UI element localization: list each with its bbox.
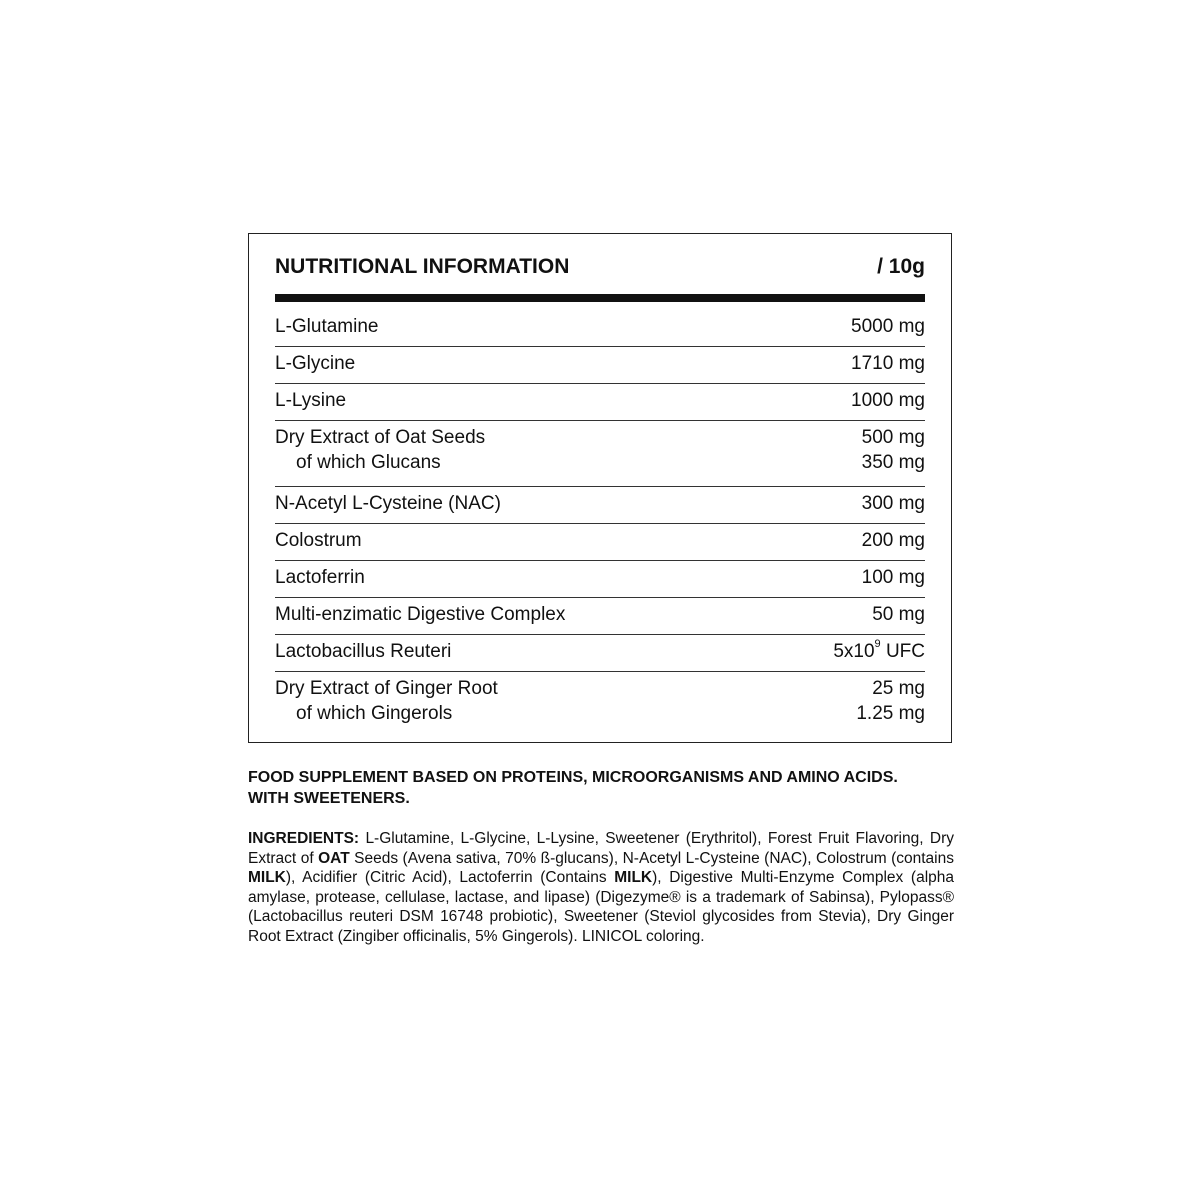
ingredients-text: ), Acidifier (Citric Acid), Lactoferrin (Contains bbox=[285, 869, 615, 887]
nutrient-amount: 50 mg bbox=[872, 603, 925, 625]
nutrient-amount: 100 mg bbox=[861, 566, 925, 588]
table-header bbox=[275, 252, 925, 282]
nutrient-name: N-Acetyl L-Cysteine (NAC) bbox=[275, 492, 501, 514]
table-row bbox=[275, 598, 925, 635]
nutrient-amount: 5000 mg bbox=[851, 315, 925, 337]
nutrient-sub-amount: 1.25 mg bbox=[856, 702, 925, 724]
statement-line-1: FOOD SUPPLEMENT BASED ON PROTEINS, MICROORGANISMS AND AMINO ACIDS. bbox=[248, 769, 898, 786]
table-row bbox=[275, 425, 925, 487]
nutrient-name: L-Glycine bbox=[275, 352, 356, 374]
table-row bbox=[275, 524, 925, 561]
nutrient-name: Lactobacillus Reuteri bbox=[275, 640, 452, 662]
nutrition-table bbox=[248, 233, 952, 743]
amount-unit: UFC bbox=[880, 640, 925, 662]
amount-base: 5x10 bbox=[833, 640, 875, 662]
nutrient-name: Lactoferrin bbox=[275, 566, 365, 588]
allergen-milk: MILK bbox=[248, 869, 286, 887]
ingredients-text: Seeds (Avena sativa, 70% ß-glucans), N-Acetyl L-Cysteine (NAC), Colostrum (contains bbox=[349, 849, 954, 867]
nutrient-name: L-Lysine bbox=[275, 389, 347, 411]
table-row bbox=[275, 635, 925, 672]
nutrient-amount: 1000 mg bbox=[851, 389, 925, 411]
statement-line-2: WITH SWEETENERS. bbox=[248, 790, 410, 807]
allergen-oat: OAT bbox=[318, 849, 350, 867]
table-row bbox=[275, 347, 925, 384]
nutrient-list bbox=[275, 310, 925, 738]
nutrient-amount: 1710 mg bbox=[851, 352, 925, 374]
header-divider bbox=[275, 294, 925, 302]
nutrient-sub-name: of which Glucans bbox=[296, 451, 441, 473]
nutrient-name: Multi-enzimatic Digestive Complex bbox=[275, 603, 566, 625]
amount-exponent: 9 bbox=[874, 638, 881, 651]
table-row bbox=[275, 310, 925, 347]
nutrient-name: Dry Extract of Ginger Root bbox=[275, 677, 498, 699]
table-title: NUTRITIONAL INFORMATION bbox=[275, 255, 570, 278]
allergen-milk: MILK bbox=[614, 869, 653, 887]
table-row bbox=[275, 676, 925, 738]
nutrient-amount: 25 mg bbox=[872, 677, 925, 699]
ingredients-paragraph bbox=[248, 829, 954, 947]
nutrient-amount: 500 mg bbox=[861, 426, 925, 448]
table-row bbox=[275, 384, 925, 421]
nutrient-amount: 300 mg bbox=[861, 492, 925, 514]
supplement-statement bbox=[248, 767, 954, 809]
nutrient-name: Dry Extract of Oat Seeds bbox=[275, 426, 486, 448]
ingredients-text: L-Glutamine, L-Glycine, L-Lysine, Sweetener (Erythritol), Forest Fruit Flavoring, Dry Extract of bbox=[248, 830, 954, 867]
nutrient-sub-amount: 350 mg bbox=[861, 451, 925, 473]
table-row bbox=[275, 561, 925, 598]
serving-size: / 10g bbox=[877, 255, 925, 278]
nutrient-name: Colostrum bbox=[275, 529, 362, 551]
nutrient-amount bbox=[833, 638, 925, 663]
nutrient-amount: 200 mg bbox=[861, 529, 925, 551]
ingredients-label: INGREDIENTS: bbox=[248, 830, 360, 847]
ingredients-text: ), Digestive Multi-Enzyme Complex (alpha amylase, protease, cellulase, lactase, and lipase) (Digezyme® is a trademark of Sabinsa), Pylopass® (Lactobacillus reuteri DSM 16748 probiotic), Sweetener (Steviol glycosides from Stevia), Dry Ginger Root Extract (Zingiber officinalis, 5% Gingerols). LINICOL coloring. bbox=[248, 869, 954, 945]
table-row bbox=[275, 487, 925, 524]
nutrient-sub-name: of which Gingerols bbox=[296, 702, 453, 724]
nutrient-name: L-Glutamine bbox=[275, 315, 379, 337]
